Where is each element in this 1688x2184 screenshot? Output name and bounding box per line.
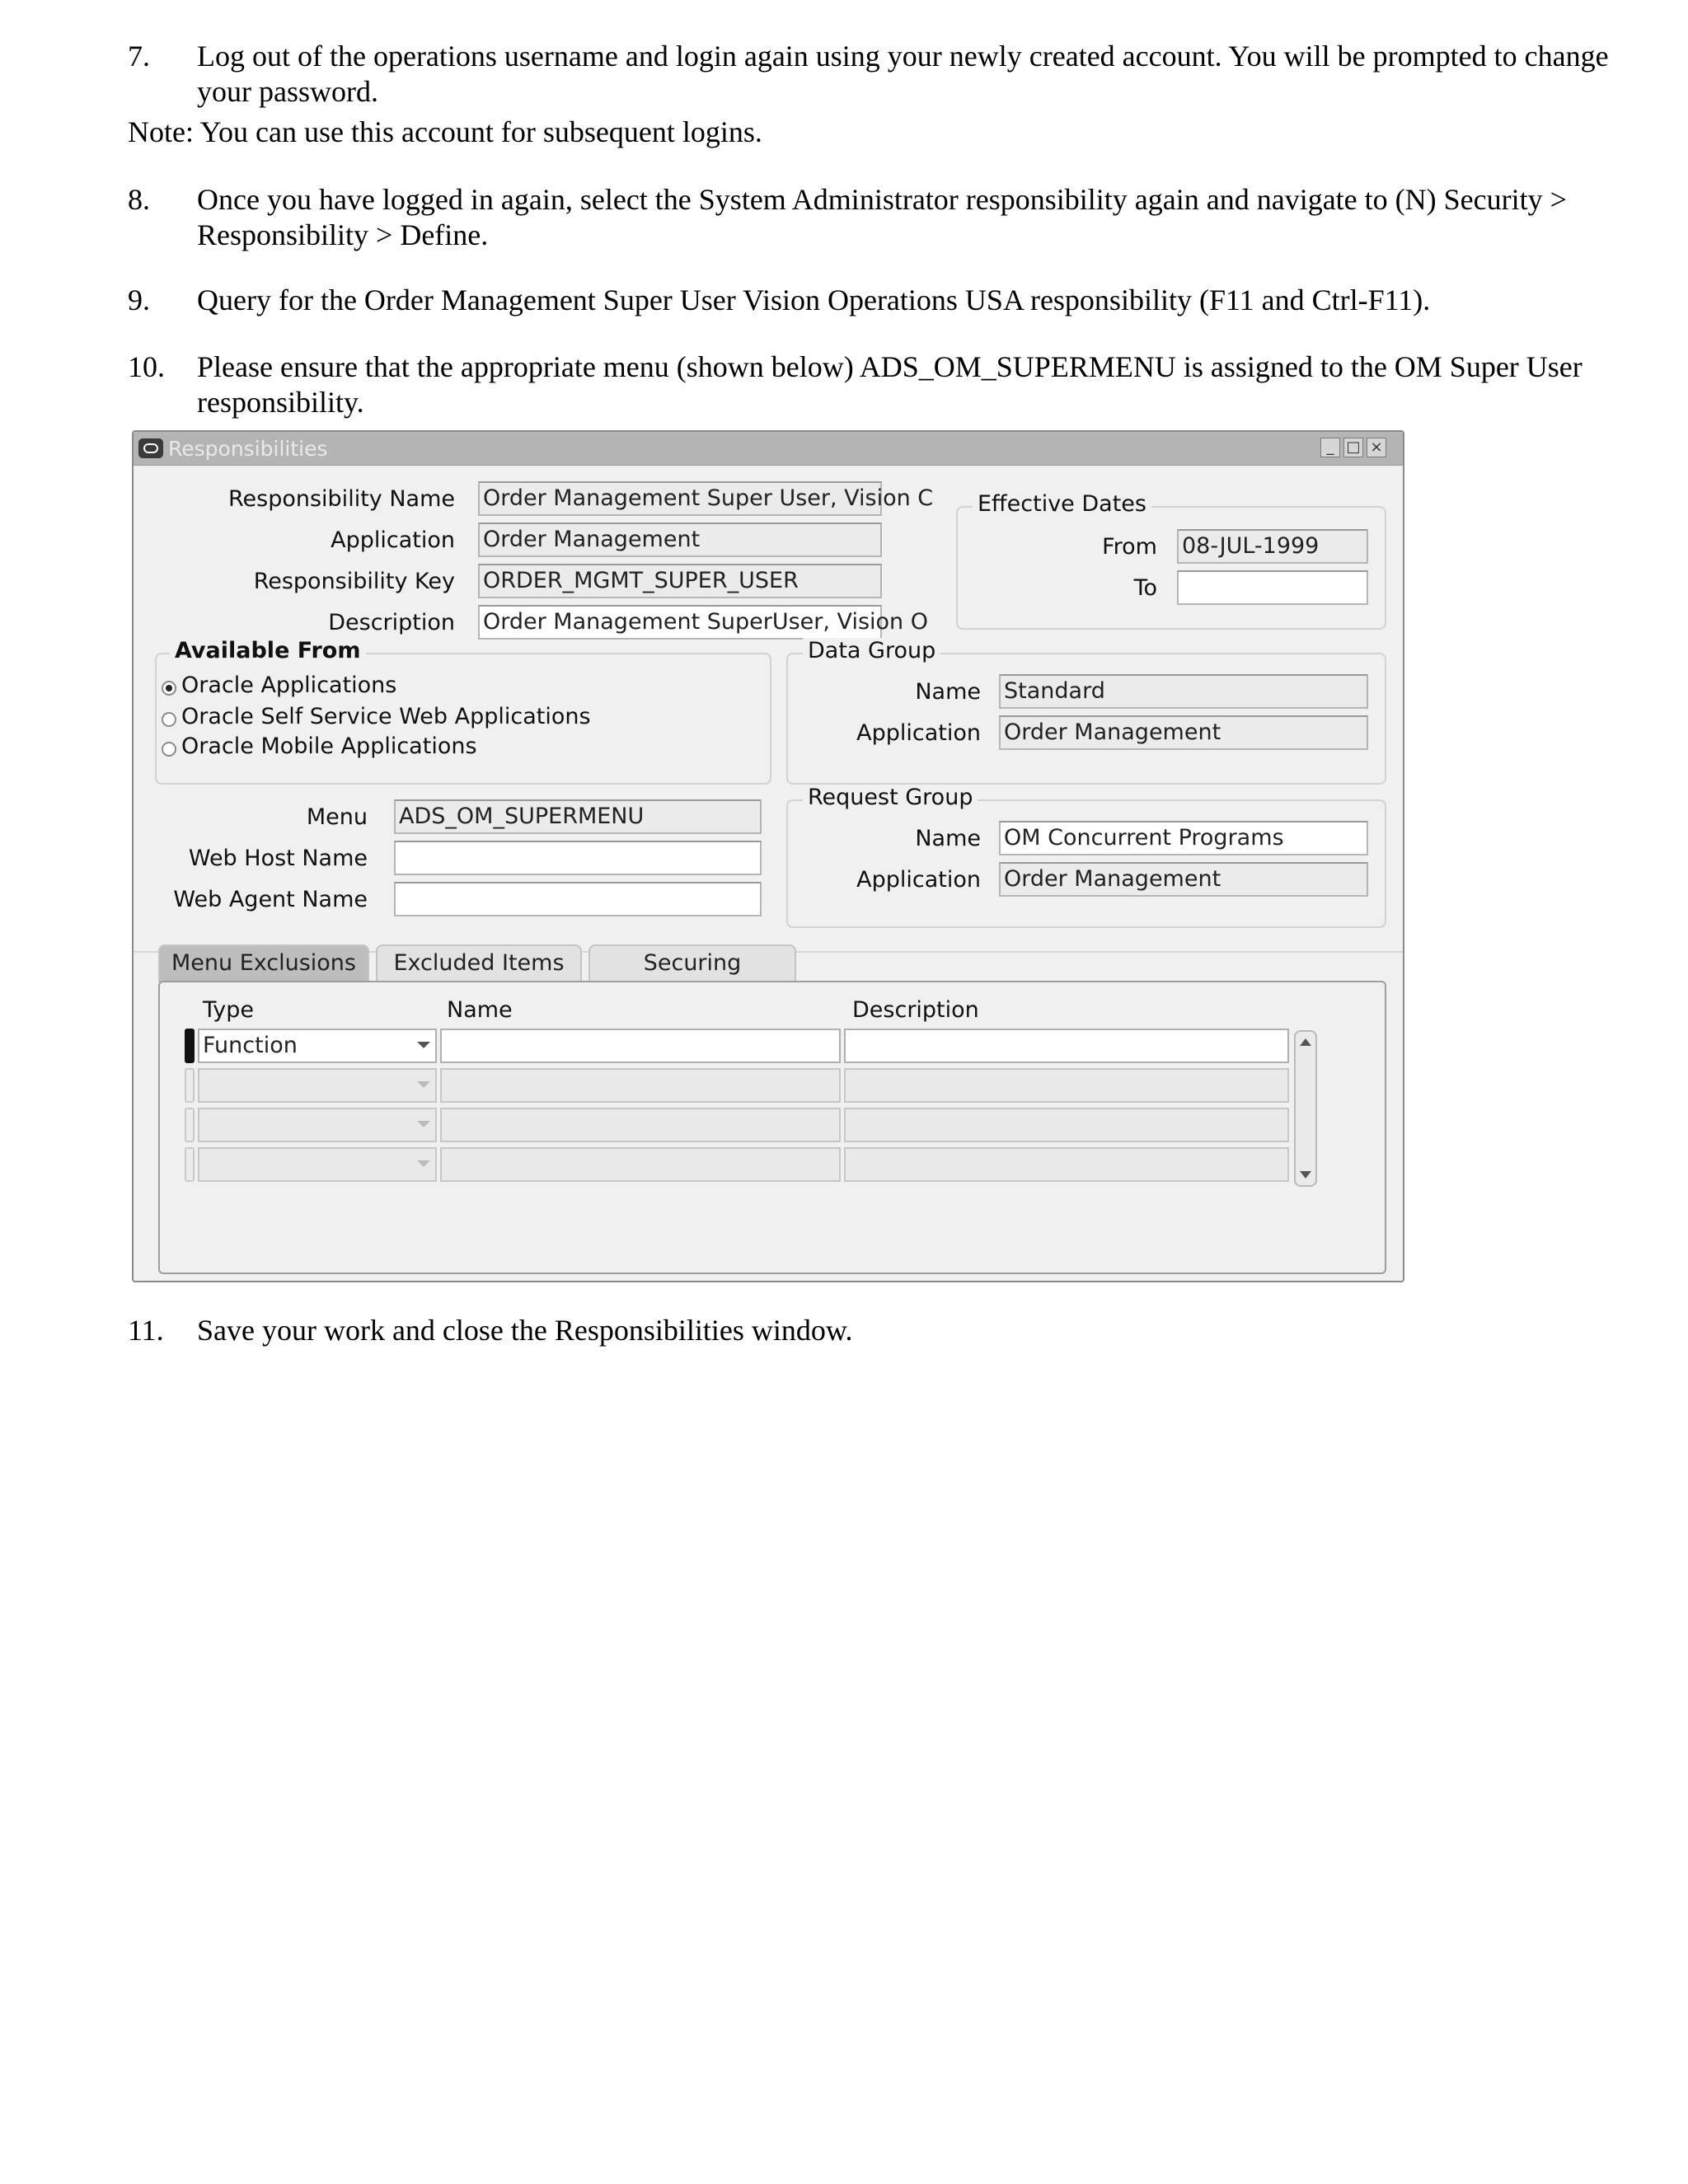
note: Note: You can use this account for subsequent logins. xyxy=(128,115,762,148)
scroll-down-icon[interactable] xyxy=(1300,1171,1311,1179)
web-agent-name-label: Web Agent Name xyxy=(173,887,368,912)
application-field[interactable]: Order Management xyxy=(478,523,882,557)
name-cell[interactable] xyxy=(440,1147,841,1182)
step-text-line: Log out of the operations username and login again using your newly created account. You will be prompted to change xyxy=(197,40,1609,73)
step-text-line: your password. xyxy=(197,75,378,108)
application-label: Application xyxy=(331,527,455,553)
description-cell[interactable] xyxy=(844,1108,1289,1142)
chevron-down-icon[interactable] xyxy=(417,1160,430,1167)
tab-securing-attributes[interactable]: Securing xyxy=(588,944,796,982)
column-header-type: Type xyxy=(203,997,255,1023)
step-number: 8. xyxy=(128,183,150,216)
request-group-application-field[interactable]: Order Management xyxy=(999,862,1368,897)
responsibilities-window xyxy=(132,430,1404,1282)
radio-label: Oracle Mobile Applications xyxy=(181,733,477,759)
web-host-name-label: Web Host Name xyxy=(188,846,368,871)
web-agent-name-field[interactable] xyxy=(394,882,762,916)
request-group-name-field[interactable]: OM Concurrent Programs xyxy=(999,821,1368,855)
close-icon[interactable]: × xyxy=(1367,438,1386,457)
available-from-legend: Available From xyxy=(170,638,366,663)
to-date-field[interactable] xyxy=(1177,570,1368,605)
responsibility-key-field[interactable]: ORDER_MGMT_SUPER_USER xyxy=(478,564,882,598)
effective-dates-legend: Effective Dates xyxy=(973,491,1151,517)
description-cell[interactable] xyxy=(844,1147,1289,1182)
radio-self-service-web[interactable] xyxy=(162,712,176,727)
description-cell[interactable] xyxy=(844,1029,1289,1063)
from-label: From xyxy=(1102,534,1157,560)
step-text-line: Responsibility > Define. xyxy=(197,218,489,251)
window-title: Responsibilities xyxy=(168,437,328,461)
oracle-logo-icon xyxy=(138,438,163,458)
vertical-scrollbar[interactable] xyxy=(1294,1030,1317,1187)
scroll-up-icon[interactable] xyxy=(1300,1038,1311,1046)
data-group-name-label: Name xyxy=(915,679,981,705)
radio-label: Oracle Self Service Web Applications xyxy=(181,704,591,729)
type-select[interactable]: Function xyxy=(198,1029,437,1063)
name-cell[interactable] xyxy=(440,1068,841,1103)
to-label: To xyxy=(1133,575,1157,601)
name-cell[interactable] xyxy=(440,1029,841,1063)
tab-excluded-items[interactable]: Excluded Items xyxy=(376,944,582,982)
responsibility-key-label: Responsibility Key xyxy=(253,569,455,594)
chevron-down-icon[interactable] xyxy=(417,1042,430,1048)
column-header-description: Description xyxy=(852,997,979,1023)
step-number: 11. xyxy=(128,1314,164,1347)
maximize-icon[interactable]: □ xyxy=(1343,438,1363,457)
responsibility-name-label: Responsibility Name xyxy=(227,486,455,512)
data-group-application-field[interactable]: Order Management xyxy=(999,715,1368,750)
request-group-name-label: Name xyxy=(915,826,981,851)
request-group-legend: Request Group xyxy=(803,785,978,810)
name-cell[interactable] xyxy=(440,1108,841,1142)
window-titlebar[interactable] xyxy=(134,432,1403,466)
type-select[interactable] xyxy=(198,1147,437,1182)
type-select[interactable] xyxy=(198,1068,437,1103)
step-text-line: Please ensure that the appropriate menu (shown below) ADS_OM_SUPERMENU is assigned to the OM Super User xyxy=(197,350,1582,383)
menu-label: Menu xyxy=(306,804,368,830)
step-text-line: Save your work and close the Responsibilities window. xyxy=(197,1314,853,1347)
radio-mobile-applications[interactable] xyxy=(162,742,176,757)
step-text-line: Query for the Order Management Super User Vision Operations USA responsibility (F11 and Ctrl-F11). xyxy=(197,284,1431,316)
type-select[interactable] xyxy=(198,1108,437,1142)
chevron-down-icon[interactable] xyxy=(417,1121,430,1127)
description-label: Description xyxy=(328,610,455,635)
description-field[interactable]: Order Management SuperUser, Vision O xyxy=(478,605,882,640)
chevron-down-icon[interactable] xyxy=(417,1081,430,1088)
step-text-line: Once you have logged in again, select the System Administrator responsibility again and navigate to (N) Security > xyxy=(197,183,1567,216)
tab-menu-exclusions[interactable]: Menu Exclusions xyxy=(158,944,369,982)
description-cell[interactable] xyxy=(844,1068,1289,1103)
step-number: 7. xyxy=(128,40,150,73)
request-group-application-label: Application xyxy=(856,867,981,893)
radio-oracle-applications[interactable] xyxy=(162,681,176,696)
column-header-name: Name xyxy=(447,997,513,1023)
row-indicator[interactable] xyxy=(185,1108,195,1142)
data-group-application-label: Application xyxy=(856,720,981,746)
effective-dates-group xyxy=(956,506,1386,630)
row-indicator[interactable] xyxy=(185,1147,195,1182)
responsibility-name-field[interactable]: Order Management Super User, Vision C xyxy=(478,481,882,516)
step-number: 9. xyxy=(128,284,150,316)
minimize-icon[interactable]: _ xyxy=(1320,438,1340,457)
data-group-legend: Data Group xyxy=(803,638,940,663)
step-text-line: responsibility. xyxy=(197,386,364,419)
row-indicator[interactable] xyxy=(185,1029,195,1063)
from-date-field[interactable]: 08-JUL-1999 xyxy=(1177,529,1368,564)
web-host-name-field[interactable] xyxy=(394,841,762,875)
step-number: 10. xyxy=(128,350,165,383)
data-group-name-field[interactable]: Standard xyxy=(999,674,1368,709)
row-indicator[interactable] xyxy=(185,1068,195,1103)
radio-label: Oracle Applications xyxy=(181,673,397,698)
menu-field[interactable]: ADS_OM_SUPERMENU xyxy=(394,799,762,834)
